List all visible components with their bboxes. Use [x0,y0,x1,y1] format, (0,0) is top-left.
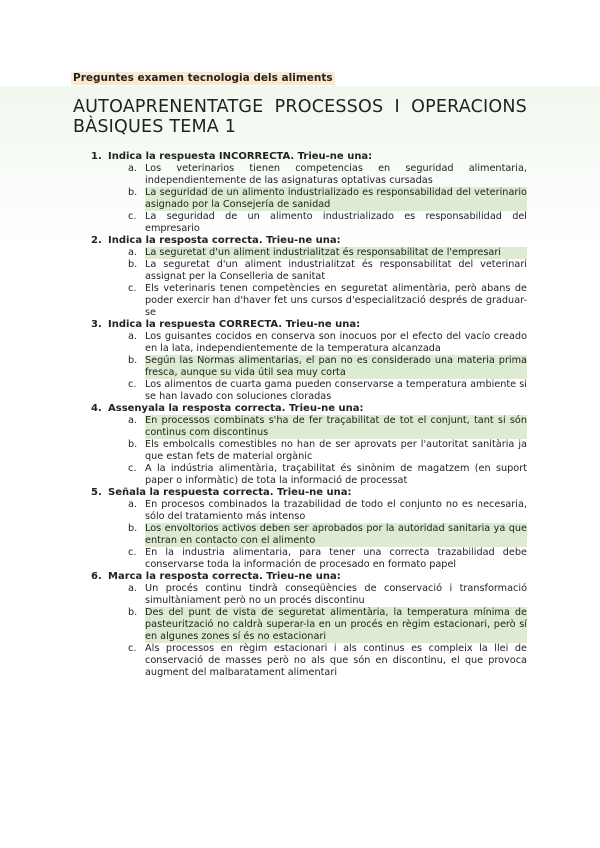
question-number: 6. [91,571,102,582]
answer-option-highlighted[interactable] [91,415,527,439]
question-1 [91,151,527,235]
answer-text: En processos combinats s'ha de fer traçabilitat de tot el conjunt, tant si són continus com discontinus [145,415,527,438]
answer-letter: c. [128,283,137,294]
answer-option[interactable] [91,379,527,403]
answer-letter: b. [128,355,138,366]
question-text: Indica la respuesta CORRECTA. Trieu-ne una: [108,319,361,330]
answer-list [91,331,527,403]
answer-option[interactable] [91,259,527,283]
answer-letter: b. [128,607,138,618]
answer-letter: a. [128,583,138,594]
question-2 [91,235,527,319]
answer-option-highlighted[interactable] [91,523,527,547]
answer-option-highlighted[interactable] [91,187,527,211]
question-text: Marca la resposta correcta. Trieu-ne una: [108,571,341,582]
answer-letter: b. [128,523,138,534]
answer-list [91,499,527,571]
answer-option[interactable] [91,439,527,463]
answer-letter: c. [128,211,137,222]
answer-text: En la industria alimentaria, para tener una correcta trazabilidad debe conservarse toda la información de procesado en formato papel [145,547,527,570]
answer-letter: c. [128,643,137,654]
answer-letter: c. [128,547,137,558]
answer-letter: c. [128,379,137,390]
answer-option[interactable] [91,499,527,523]
answer-option[interactable] [91,331,527,355]
answer-option[interactable] [91,547,527,571]
question-number: 4. [91,403,102,414]
question-text: Indica la resposta correcta. Trieu-ne una: [108,235,341,246]
document-header-label: Preguntes examen tecnologia dels aliments [73,72,333,84]
answer-option[interactable] [91,283,527,319]
answer-option[interactable] [91,583,527,607]
question-text: Señala la respuesta correcta. Trieu-ne una: [108,487,352,498]
answer-option[interactable] [91,643,527,679]
question-list [91,151,527,679]
answer-letter: a. [128,247,138,258]
answer-text: La seguretat d'un aliment industrialitzat és responsabilitat del veterinari assignat per la Conselleria de sanitat [145,259,527,282]
answer-text: Als processos en règim estacionari i als continus es compleix la llei de conservació de masses però no als que són en discontinu, el que provoca augment del malbaratament alimentari [145,643,527,678]
answer-option[interactable] [91,463,527,487]
question-4 [91,403,527,487]
answer-option-highlighted[interactable] [91,607,527,643]
answer-text: A la indústria alimentària, traçabilitat és sinònim de magatzem (en suport paper o informàtic) de tota la informació de processat [145,463,527,486]
answer-option-highlighted[interactable] [91,355,527,379]
answer-letter: a. [128,331,138,342]
answer-option[interactable] [91,163,527,187]
answer-option-highlighted[interactable] [91,247,527,259]
answer-text: Des del punt de vista de seguretat alimentària, la temperatura mínima de pasteurització no caldrà superar-la en un procés en règim estacionari, però sí en algunes zones sí és no estacionari [145,607,527,642]
question-text: Indica la respuesta INCORRECTA. Trieu-ne una: [108,151,373,162]
answer-text: La seguretat d'un aliment industrialitzat és responsabilitat de l'empresari [145,247,527,259]
question-number: 5. [91,487,102,498]
answer-text: Els embolcalls comestibles no han de ser aprovats per l'autoritat sanitària ja que estan fets de material orgànic [145,439,527,462]
answer-list [91,163,527,235]
answer-list [91,247,527,319]
answer-text: Un procés continu tindrà conseqüències de conservació i transformació simultàniament però no un procés discontinu [145,583,527,606]
answer-list [91,583,527,679]
answer-text: Los guisantes cocidos en conserva son inocuos por el efecto del vacío creado en la lata, independientemente de la temperatura alcanzada [145,331,527,354]
answer-text: Els veterinaris tenen competències en seguretat alimentària, però abans de poder exercir han d'haver fet uns cursos d'especialització després de graduar-se [145,283,527,318]
answer-text: Según las Normas alimentarias, el pan no es considerado una materia prima fresca, aunque su vida útil sea muy corta [145,355,527,378]
answer-letter: b. [128,259,138,270]
answer-text: Los alimentos de cuarta gama pueden conservarse a temperatura ambiente si se han lavado con soluciones cloradas [145,379,527,402]
question-number: 3. [91,319,102,330]
answer-letter: b. [128,439,138,450]
answer-list [91,415,527,487]
answer-letter: b. [128,187,138,198]
question-text: Assenyala la resposta correcta. Trieu-ne una: [108,403,364,414]
answer-letter: a. [128,415,138,426]
answer-text: Los envoltorios activos deben ser aprobados por la autoridad sanitaria ya que entran en contacto con el alimento [145,523,527,546]
answer-letter: a. [128,163,138,174]
answer-text: La seguridad de un alimento industrializado es responsabilidad del veterinario asignado por la Consejería de sanidad [145,187,527,210]
question-number: 1. [91,151,102,162]
answer-letter: a. [128,499,138,510]
answer-text: Los veterinarios tienen competencias en seguridad alimentaria, independientemente de las asignaturas optativas cursadas [145,163,527,186]
answer-letter: c. [128,463,137,474]
page-title: AUTOAPRENENTATGE PROCESSOS I OPERACIONS BÀSIQUES TEMA 1 [73,97,527,137]
question-6 [91,571,527,679]
answer-option[interactable] [91,211,527,235]
answer-text: La seguridad de un alimento industrializado es responsabilidad del empresario [145,211,527,234]
question-5 [91,487,527,571]
answer-text: En procesos combinados la trazabilidad de todo el conjunto no es necesaria, sólo del tratamiento más intenso [145,499,527,522]
question-number: 2. [91,235,102,246]
question-3 [91,319,527,403]
